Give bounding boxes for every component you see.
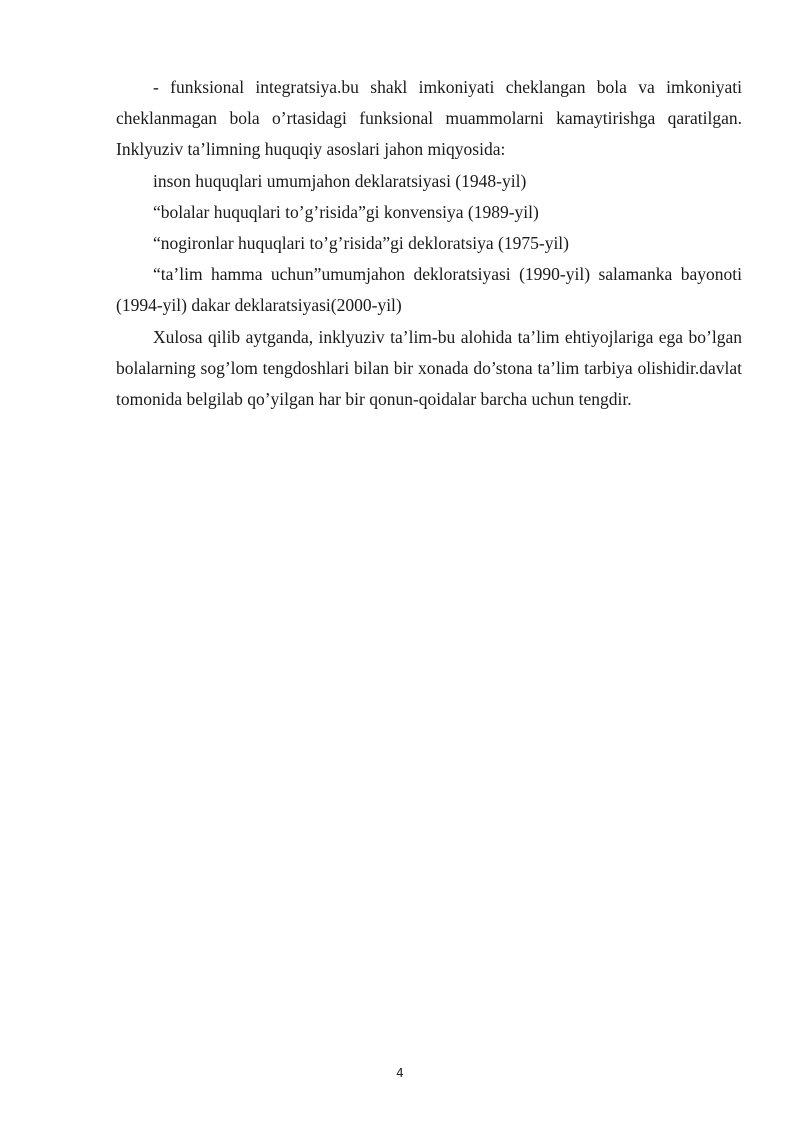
paragraph-education-for-all: “ta’lim hamma uchun”umumjahon dekloratsiyasi (1990-yil) salamanka bayonoti (1994-yil) dakar deklaratsiyasi(2000-yil) [116,264,742,316]
paragraph-child-rights-convention: “bolalar huquqlari to’g’risida”gi konvensiya (1989-yil) [153,201,539,222]
page-number: 4 [396,1066,404,1080]
paragraph-functional-integration: - funksional integratsiya.bu shakl imkoniyati cheklangan bola va imkoniyati cheklanmagan bola o’rtasidagi funksional muammolarni kamaytirishga qaratilgan. Inklyuziv ta’limning huquqiy asoslari jahon miqyosida: [116,77,742,160]
paragraph-disabled-rights-declaration: “nogironlar huquqlari to’g’risida”gi dekloratsiya (1975-yil) [153,233,569,254]
paragraph-conclusion: Xulosa qilib aytganda, inklyuziv ta’lim-bu alohida ta’lim ehtiyojlariga ega bo’lgan bolalarning sog’lom tengdoshlari bilan bir xonada do’stona ta’lim tarbiya olishidir.davlat tomonida belgilab qo’yilgan har bir qonun-qoidalar barcha uchun tengdir. [116,326,742,410]
document-body [116,72,742,415]
paragraph-human-rights-declaration: inson huquqlari umumjahon deklaratsiyasi (1948-yil) [153,170,527,191]
